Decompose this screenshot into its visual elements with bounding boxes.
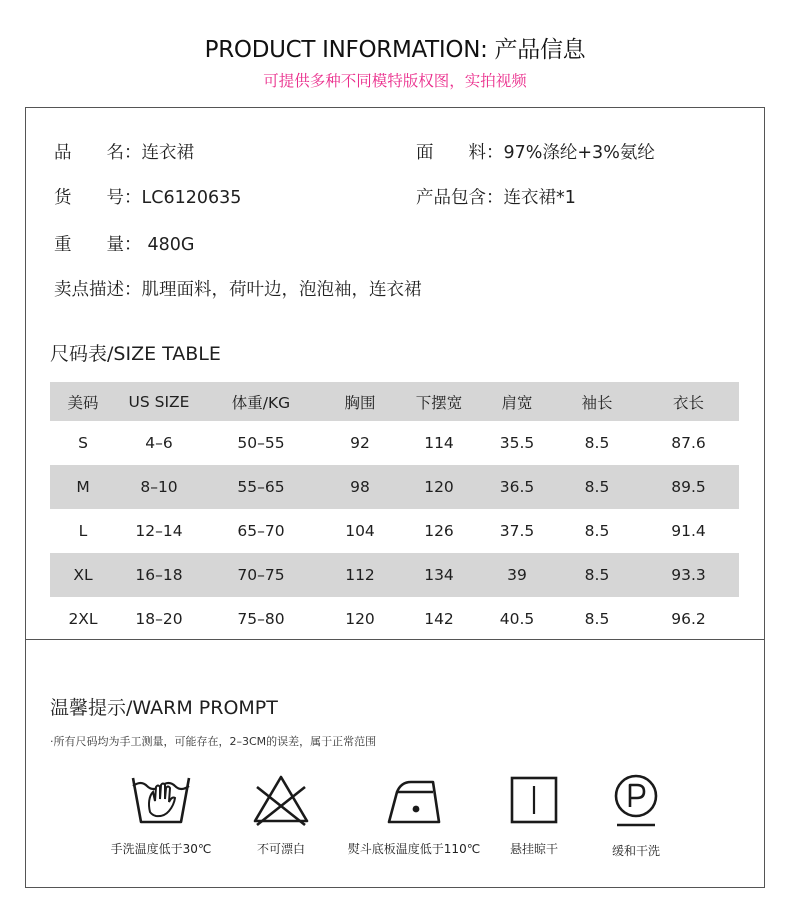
table-cell: 8.5 — [584, 566, 610, 584]
table-cell: 8.5 — [584, 478, 610, 496]
table-cell: 91.4 — [671, 522, 706, 540]
size-table-header — [50, 382, 739, 421]
care-item-iron — [344, 772, 484, 857]
table-cell: 120 — [424, 478, 454, 496]
header-cell: 胸围 — [344, 393, 376, 412]
info-name-value: 连衣裙 — [141, 143, 194, 163]
info-fabric — [416, 139, 655, 164]
care-item-gentle-dry-clean — [566, 772, 706, 859]
iron-icon — [383, 772, 445, 828]
info-package — [416, 184, 576, 209]
hang-dry-icon — [503, 772, 565, 828]
info-weight-value: 480G — [147, 235, 195, 255]
section-divider — [26, 639, 764, 640]
info-selling — [54, 276, 422, 301]
table-cell: 8.5 — [584, 522, 610, 540]
header-cell: 下摆宽 — [415, 393, 463, 412]
info-selling-value: 肌理面料，荷叶边，泡泡袖，连衣裙 — [141, 280, 422, 300]
table-cell: 112 — [345, 566, 375, 584]
table-cell: 40.5 — [499, 610, 535, 628]
warm-prompt-note: ·所有尺码均为手工测量，可能存在，2–3CM的误差，属于正常范围 — [50, 735, 377, 748]
care-label: 不可漂白 — [256, 842, 305, 856]
table-cell: 2XL — [68, 610, 98, 628]
table-cell: 114 — [424, 434, 454, 452]
page-title: PRODUCT INFORMATION: 产品信息 — [204, 37, 586, 63]
no-bleach-icon — [250, 772, 312, 828]
header-cell: US SIZE — [128, 392, 190, 411]
header-cell: 体重/KG — [231, 393, 291, 412]
size-table — [50, 382, 739, 641]
care-label: 悬挂晾干 — [509, 842, 558, 856]
header-cell: 袖长 — [581, 393, 613, 412]
table-cell: 142 — [424, 610, 454, 628]
header-cell: 美码 — [67, 393, 99, 412]
table-cell: 35.5 — [499, 434, 535, 452]
care-label: 手洗温度低于30℃ — [110, 842, 212, 856]
warm-prompt-title: 温馨提示/WARM PROMPT — [50, 697, 278, 719]
table-cell: 8.5 — [584, 610, 610, 628]
table-cell: S — [78, 434, 88, 452]
info-package-value: 连衣裙*1 — [503, 188, 576, 208]
table-cell: 92 — [350, 434, 370, 452]
info-name — [54, 139, 194, 164]
care-label: 熨斗底板温度低于110℃ — [347, 842, 481, 856]
table-cell: L — [78, 522, 88, 540]
table-cell: 55–65 — [237, 478, 285, 496]
table-cell: M — [76, 478, 90, 496]
product-info-frame — [25, 107, 765, 888]
gentle-dry-clean-icon — [605, 772, 667, 830]
table-cell: 65–70 — [237, 522, 285, 540]
table-row — [50, 553, 739, 597]
table-cell: 8.5 — [584, 434, 610, 452]
care-label: 缓和干洗 — [611, 844, 660, 858]
table-row — [50, 465, 739, 509]
info-sku-value: LC6120635 — [141, 188, 242, 208]
header-cell: 衣长 — [672, 393, 704, 412]
table-cell: 96.2 — [671, 610, 706, 628]
hand-wash-icon — [130, 772, 192, 828]
table-cell: 87.6 — [671, 434, 706, 452]
table-cell: 18–20 — [135, 610, 183, 628]
table-cell: 98 — [350, 478, 370, 496]
table-cell: 134 — [424, 566, 454, 584]
info-weight — [54, 231, 194, 256]
table-cell: 39 — [507, 566, 527, 584]
size-table-title: 尺码表/SIZE TABLE — [50, 343, 221, 365]
info-name-label: 品 名： — [54, 143, 142, 163]
table-cell: 104 — [345, 522, 375, 540]
care-item-no-bleach — [211, 772, 351, 857]
table-cell: 50–55 — [237, 434, 285, 452]
table-cell: 93.3 — [671, 566, 706, 584]
table-cell: 126 — [424, 522, 454, 540]
info-fabric-label: 面 料： — [416, 143, 504, 163]
info-sku — [54, 184, 241, 209]
info-weight-label: 重 量： — [54, 235, 142, 255]
header-cell: 肩宽 — [501, 393, 533, 412]
table-row — [50, 597, 739, 641]
table-cell: 16–18 — [135, 566, 183, 584]
table-cell: 70–75 — [237, 566, 285, 584]
page-subtitle: 可提供多种不同模特版权图，实拍视频 — [263, 72, 527, 90]
table-cell: 12–14 — [135, 522, 183, 540]
info-fabric-value: 97%涤纶+3%氨纶 — [503, 143, 655, 163]
care-item-hand-wash — [91, 772, 231, 857]
info-package-label: 产品包含： — [416, 188, 504, 208]
table-cell: XL — [73, 566, 93, 584]
table-cell: 4–6 — [145, 434, 173, 452]
table-row — [50, 421, 739, 465]
info-sku-label: 货 号： — [54, 188, 142, 208]
table-cell: 36.5 — [499, 478, 535, 496]
table-cell: 75–80 — [237, 610, 285, 628]
table-cell: 120 — [345, 610, 375, 628]
table-cell: 37.5 — [499, 522, 535, 540]
table-cell: 8–10 — [140, 478, 178, 496]
table-cell: 89.5 — [671, 478, 706, 496]
info-selling-label: 卖点描述： — [54, 280, 142, 300]
table-row — [50, 509, 739, 553]
